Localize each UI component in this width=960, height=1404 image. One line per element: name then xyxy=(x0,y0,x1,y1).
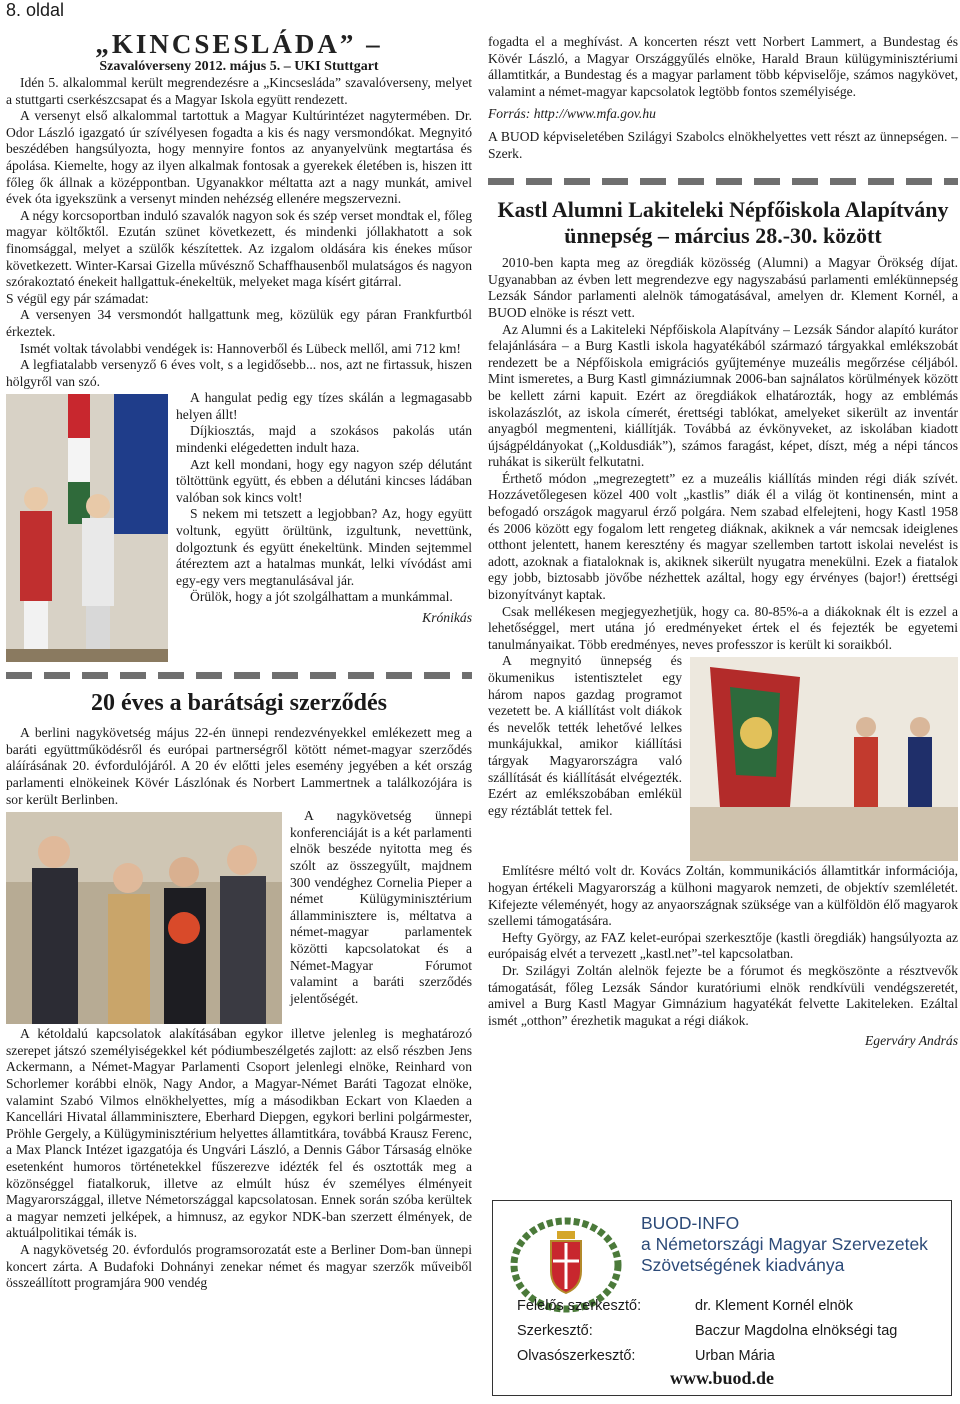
kastl-title: Kastl Alumni Lakiteleki Népfőiskola Alapítvány ünnepség – március 28.-30. között xyxy=(497,197,949,249)
kincseslada-paragraph: A legfiatalabb versenyző 6 éves volt, s a legidősebb... nos, azt ne firtassuk, hiszen hölgyről van szó. xyxy=(6,357,472,389)
staff-role: Olvasószerkesztő: xyxy=(517,1347,636,1364)
barati-paragraph: A kétoldalú kapcsolatok alakításában egykor illetve jelenleg is meghatározó szerepet játszó személyiségekkel két pódiumbeszélgetés zajlott: az első részben Jens Ackermann, a Német-Magyar Parlamenti Csoport jelenlegi elnöke, Reinhard von Schorlemer korábbi elnök, Nagy Andor, a Magyar-Német Baráti Tagozat elnöke, valamint Szabó Vilmos elnökhelyettes, míg a másodikban Eckart von Klaeden a Kancellári Hivatal államminisztere, Eberhard Diepgen, egykori berlini polgármester, Pröhle Gergely, a Külügyminisztérium helyettes államtitkára, továbbá Krausz Ferenc, a Max Planck Intézet igazgatója és Ungvári László, a Dennis Gábor Társaság elnöke esetenként humoros történetekkel fűszerezve idézték fel és osztották meg a közönséggel fiatalkoruk, illetve az elmúlt húsz év személyes élményeit Magyarországgal, illetve Németországgal kapcsolatosan. Ennek során szóba kerültek a magyar nemzeti jelképek, a himnusz, az egykor NDK-ban szerzett élmények, de aktuálpolitikai témák is. xyxy=(6,1026,472,1241)
kincseslada-title: „KINCSESLÁDA” – xyxy=(95,29,383,59)
kastl-paragraph: Az Alumni és a Lakiteleki Népfőiskola Alapítvány – Lezsák Sándor alapító kurátor felajánlására – a Burg Kastli iskola hagyatékából származó tárgyakkal emlékszobát rendezett be a Népfőiskola emigrációs gyűjteménye muzeális megőrzése céljából. Mint ismeretes, a Burg Kastl gimnáziumnak 2006-ban sajnálatos körülmények között be kellett zárni kapuit. Ezért az öregdiákok elhatározták, hogy az emblémás iskolazászlót, az iskola címerét, érettségi tablókat, amelyeket sikerült az inventár anyagból megmenteni, kiállítják. Továbbá az évkönyveket, az iskolában kiadott újságpéldányokat („Koldusdiák”), számos faragást, képet, díszt, még a népi táncos ruhákat is sikerült felkutatni. xyxy=(488,321,958,470)
website-link[interactable]: www.buod.de xyxy=(669,1368,775,1388)
kincseslada-paragraph: Díjkiosztás, majd a szokásos pakolás után mindenki elégedetten indult haza. xyxy=(176,423,472,456)
children-photo xyxy=(6,394,168,662)
staff-role: Felelős szerkesztő: xyxy=(517,1297,642,1314)
info-heading-3: Szövetségének kiadványa xyxy=(641,1255,845,1275)
staff-table xyxy=(517,1293,897,1368)
kincseslada-paragraph: Idén 5. alkalommal került megrendezésre a „Kincsesláda” szavalóverseny, melyet a stuttgarti cserkészcsapat és a Magyar Iskola együtt rendezett. xyxy=(6,75,472,107)
ceremony-photo xyxy=(6,812,282,1024)
kincseslada-paragraph: Örülök, hogy a jót szolgálhattam a munkámmal. xyxy=(190,589,453,605)
info-heading-2: a Németországi Magyar Szervezetek xyxy=(641,1234,928,1254)
kastl-paragraph: 2010-ben kapta meg az öregdiák közösség (Alumni) a Magyar Örökség díjat. Ugyanabban az évben lett megrendezve egy nagyszabású parlamenti emlékünnepség Lezsák Sándor parlamenti alelnök támogatásával, amelyen dr. Klement Kornél, a BUOD elnöke is részt vett. xyxy=(488,255,958,320)
barati-paragraph: A berlini nagykövetség május 22-én ünnepi rendezvényekkel emlékezett meg a baráti együttműködésről és európai partnerségről kötött német-magyar szerződés aláírásának 20. évfordulójáról. A 20 év előtti jeles esemény jegyében a két ország parlamenti elnökeinek Kövér Lászlónak és Norbert Lammertnek a találkozójára is sor került Berlinben. xyxy=(6,725,472,807)
barati-paragraph: A nagykövetség 20. évfordulós programsorozatát este a Berliner Dom-ban ünnepi koncert zárta. A Budafoki Dohnányi zenekar német és magyar szerzők műveiből összeállított programjára 900 vendég xyxy=(6,1241,472,1291)
source-line: Forrás: http://www.mfa.gov.hu xyxy=(488,106,656,122)
kastl-paragraph: Csak mellékesen megjegyezhetjük, hogy ca. 80-85%-a a diákoknak élt is ezzel a lehetőséggel, mert utána jó eredményeket értek el és fejezték be egyetemi tanulmányaikat. Több eredményes, neves professzor is került ki soraikból. xyxy=(488,603,958,652)
kastl-paragraph: Hefty György, az FAZ kelet-európai szerkesztője (kastli öregdiák) hangsúlyozta az európaiság elvét a tervezett „kastl.net”-tel kapcsolatban. xyxy=(488,929,958,962)
kincseslada-subtitle: Szavalóverseny 2012. május 5. – UKI Stuttgart xyxy=(99,59,379,74)
kincseslada-paragraph: A versenyt első alkalommal tartottuk a Magyar Kultúrintézet nagytermében. Dr. Odor László igazgató úr szívélyesen fogadta a kis és nagy versmondókat. Megnyitó beszédében hangsúlyozta, hogy mennyire fontos az anyanyelvünk megtartása és ápolása. Kiemelte, hogy az ilyen alkalmak fontosak a gyerekek életében is, hiszen itt főleg ők állnak a középpontban. Ugyanakkor méltatta azt a nagy munkát, amivel évek óta igyekszünk a versenyt minden nehézség ellenére megszervezni. xyxy=(6,108,472,207)
section-separator xyxy=(488,178,958,185)
barati-paragraph: A nagykövetség ünnepi konferenciáját is a két parlamenti elnök beszéde nyitotta meg és szólt az összegyűlt, majdnem 300 vendéghez Cornelia Pieper a német Külügyminisztérium államminisztere is, méltatva a német-magyar parlamentek közötti kapcsolatokat és a Német-Magyar Fórumot valamint a baráti szerződés jelentőségét. xyxy=(290,808,472,1006)
kincseslada-paragraph: S nekem mi tetszett a legjobban? Az, hogy együtt voltunk, együtt örültünk, izgultunk, nevettünk, dolgoztunk és együtt énekeltünk. Minden sejtemmel átéreztem azt a hatalmas munkát, lelki vívódást ami egy-egy vers megtanulásával jár. xyxy=(176,506,472,588)
kastl-paragraph: Dr. Szilágyi Zoltán alelnök fejezte be a fórumot és megköszönte a résztvevők támogatását, főleg Lezsák Sándor kuratóriumi elnök rendkívüli vendégszeretét, amivel a Burg Kastl Magyar Gimnázium hagyatékát felvette Lakiteleken. Ezáltal ismét „otthon” érezhetik magukat a régi diákok. xyxy=(488,962,958,1028)
kincseslada-signature: Krónikás xyxy=(422,610,472,625)
kincseslada-paragraph: S végül egy pár számadat: xyxy=(6,290,149,306)
kincseslada-paragraph: Azt kell mondani, hogy egy nagyon szép délutánt töltöttünk együtt, és ebben a délutáni kincses ládában valóban sok kincs volt! xyxy=(176,456,472,505)
kastl-paragraph: Érthető módon „megrezegtett” ez a muzeális kiállítás minden régi diák szívét. Hozzávetőlegesen közel 400 volt „kastlis” diák él a világ öt kontinensén, mint a befogadó országok magyarul érző polgára. Nem szabad elfelejteni, hogy Kastl 1958 és 2006 között egy fogalom lett rengeteg diáknak, akiknek a vár nemcsak ideiglenes otthont jelentett, hanem keresztény és magyar szellemben tartott iskolai nevelést is adott, azoknak a fiataloknak is, akiknek sikerült nyugatra menekülni. Ezek a fiatalok egy jobb, biztosabb jövőbe nézhettek azáltal, hogy egy érvényes (bajor!) érettségi bizonyítványt kaptak. xyxy=(488,470,958,603)
exhibition-photo xyxy=(690,657,958,861)
kastl-paragraph: Említésre méltó volt dr. Kovács Zoltán, kommunikációs államtitkár információja, hogyan értékeli Magyarország a külhoni magyarok nemzeti, de objektív szemléletét. Kifejezte véleményét, hogy az anyaországnak szüksége van a külföldön élő magyarok szellemi támogatására. xyxy=(488,863,958,929)
staff-name: Urban Mária xyxy=(695,1347,775,1364)
staff-role: Szerkesztő: xyxy=(517,1322,593,1339)
buod-info-box xyxy=(492,1200,952,1396)
barati-continued: fogadta el a meghívást. A koncerten részt vett Norbert Lammert, a Bundestag és Kövér László, a Magyar Országgyűlés elnöke, Harald Braun külügyminisztériumi államtitkár, a Bundestag és a magyar parlament több képviselője, számos nagykövet, valamint a német-magyar kapcsolatok legtöbb fontos személyisége. xyxy=(488,34,958,99)
right-column xyxy=(488,34,958,1050)
kincseslada-paragraph: Ismét voltak távolabbi vendégek is: Hannoverből és Lübeck mellől, ami 712 km! xyxy=(20,340,461,356)
staff-name: Baczur Magdolna elnökségi tag xyxy=(695,1322,898,1339)
kincseslada-paragraph: A hangulat pedig egy tízes skálán a legmagasabb helyen állt! xyxy=(176,390,472,422)
staff-name: dr. Klement Kornél elnök xyxy=(695,1297,853,1314)
page-number: 8. oldal xyxy=(6,0,65,20)
section-separator xyxy=(6,672,472,679)
staff-row xyxy=(517,1343,897,1368)
info-heading-1: BUOD-INFO xyxy=(641,1213,740,1233)
editor-note: A BUOD képviseletében Szilágyi Szabolcs elnökhelyettes vett részt az ünnepségen. – Szerk. xyxy=(488,128,958,161)
left-column xyxy=(6,30,472,1292)
kincseslada-paragraph: A négy korcsoportban induló szavalók nagyon sok és szép verset mondtak el, főleg magyar költőktől. Ezután szünet következett, és mindenki jóllakhatott a sok finomsággal, melyet a szülők készítettek. Az izgalom oldására kis énekes műsor következett. Winter-Karsai Gizella művésznő Schaffhausenből mulatságos és nagyon szórakoztató énekeit hallgattuk-énekeltük, melyeket maga kísért gitárral. xyxy=(6,207,472,290)
kastl-signature: Egerváry András xyxy=(864,1033,958,1049)
info-heading xyxy=(641,1213,928,1276)
staff-row xyxy=(517,1318,897,1343)
staff-row xyxy=(517,1293,897,1318)
kastl-paragraph: A megnyitó ünnepség és ökumenikus istentisztelet egy három napos gazdag programot vezetett be. A kiállítást volt diákok és nevelők tették lehetővé lelkes munkájukkal, amikor kiállítási tárgyak Magyarországra való szállítását és kiállítását elvégezték. Ezért az emlékszobában emlékül egy réztáblát tettek fel. xyxy=(488,653,682,818)
barati-title: 20 éves a barátsági szerződés xyxy=(91,690,387,717)
kincseslada-paragraph: A versenyen 34 versmondót hallgattunk meg, közülük egy páran Frankfurtból érkeztek. xyxy=(6,307,472,339)
